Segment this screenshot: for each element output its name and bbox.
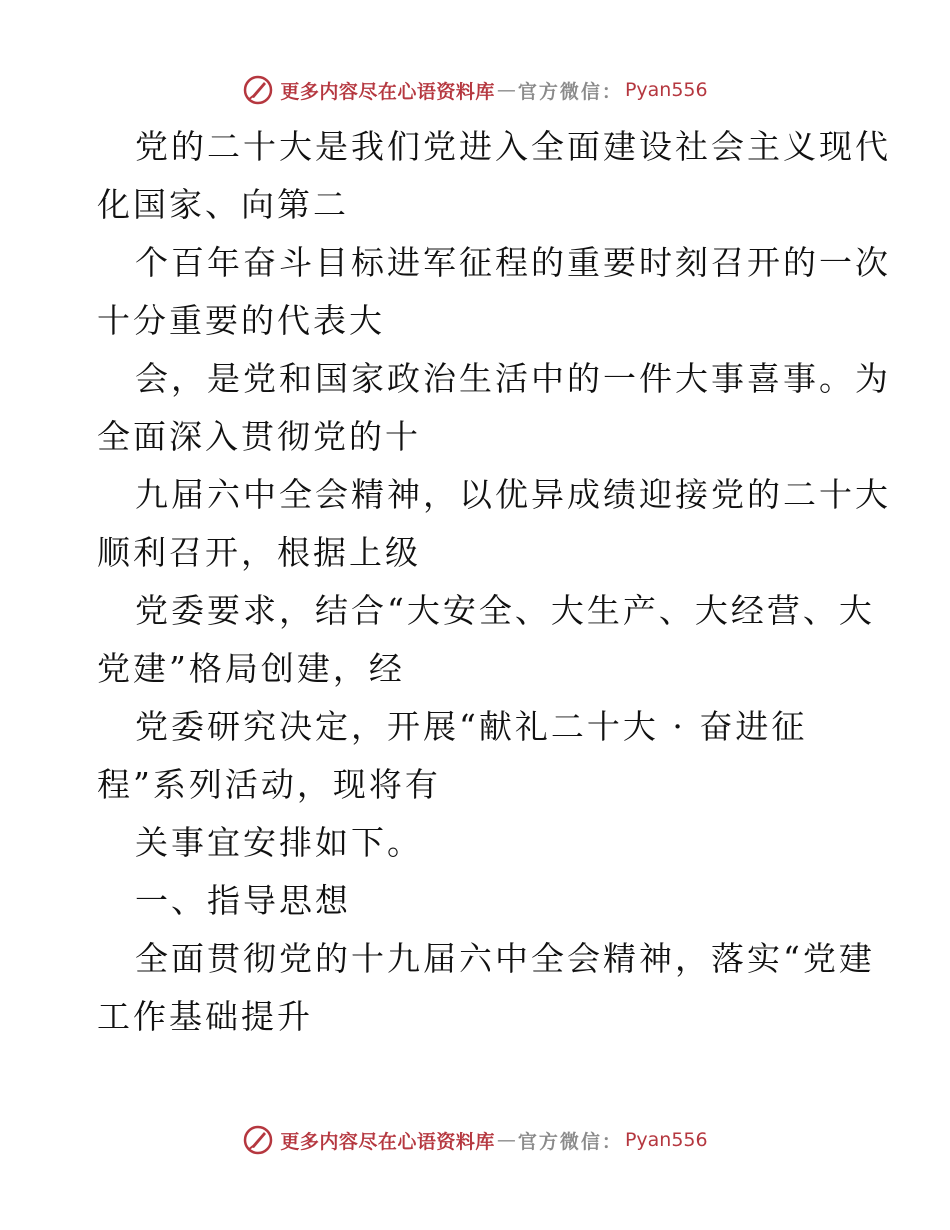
body-line: 全面深入贯彻党的十 xyxy=(97,417,421,456)
watermark-wechat-id: Pyan556 xyxy=(624,1129,708,1151)
watermark-dash: — xyxy=(496,1129,516,1151)
document-body xyxy=(97,118,891,1046)
watermark-site-text: 更多内容尽在心语资料库 xyxy=(280,80,495,103)
feather-pen-logo-icon xyxy=(242,1124,274,1156)
watermark-site-text: 更多内容尽在心语资料库 xyxy=(280,1130,495,1153)
watermark-wechat-id: Pyan556 xyxy=(624,79,708,101)
body-line: 九届六中全会精神，以优异成绩迎接党的二十大 xyxy=(135,475,891,514)
feather-pen-logo-icon xyxy=(242,74,274,106)
body-line: 会，是党和国家政治生活中的一件大事喜事。为 xyxy=(135,359,891,398)
body-line: 党建”格局创建，经 xyxy=(97,649,405,688)
body-line: 十分重要的代表大 xyxy=(97,301,385,340)
header-watermark xyxy=(0,72,950,108)
body-line: 党委要求，结合“大安全、大生产、大经营、大 xyxy=(135,591,875,630)
body-line: 顺利召开，根据上级 xyxy=(97,533,421,572)
body-line: 化国家、向第二 xyxy=(97,185,349,224)
body-line: 党委研究决定，开展“献礼二十大 · 奋进征 xyxy=(135,707,808,746)
section-heading: 一、指导思想 xyxy=(135,881,351,920)
watermark-dash: — xyxy=(496,79,516,101)
body-line: 程”系列活动，现将有 xyxy=(97,765,441,804)
footer-watermark xyxy=(0,1122,950,1158)
body-line: 党的二十大是我们党进入全面建设社会主义现代 xyxy=(135,127,891,166)
body-line: 个百年奋斗目标进军征程的重要时刻召开的一次 xyxy=(135,243,891,282)
watermark-wechat-label: 官方微信： xyxy=(517,1130,623,1153)
body-line: 关事宜安排如下。 xyxy=(135,823,423,862)
body-line: 全面贯彻党的十九届六中全会精神，落实“党建 xyxy=(135,939,875,978)
body-line: 工作基础提升 xyxy=(97,997,313,1036)
watermark-wechat-label: 官方微信： xyxy=(517,80,623,103)
